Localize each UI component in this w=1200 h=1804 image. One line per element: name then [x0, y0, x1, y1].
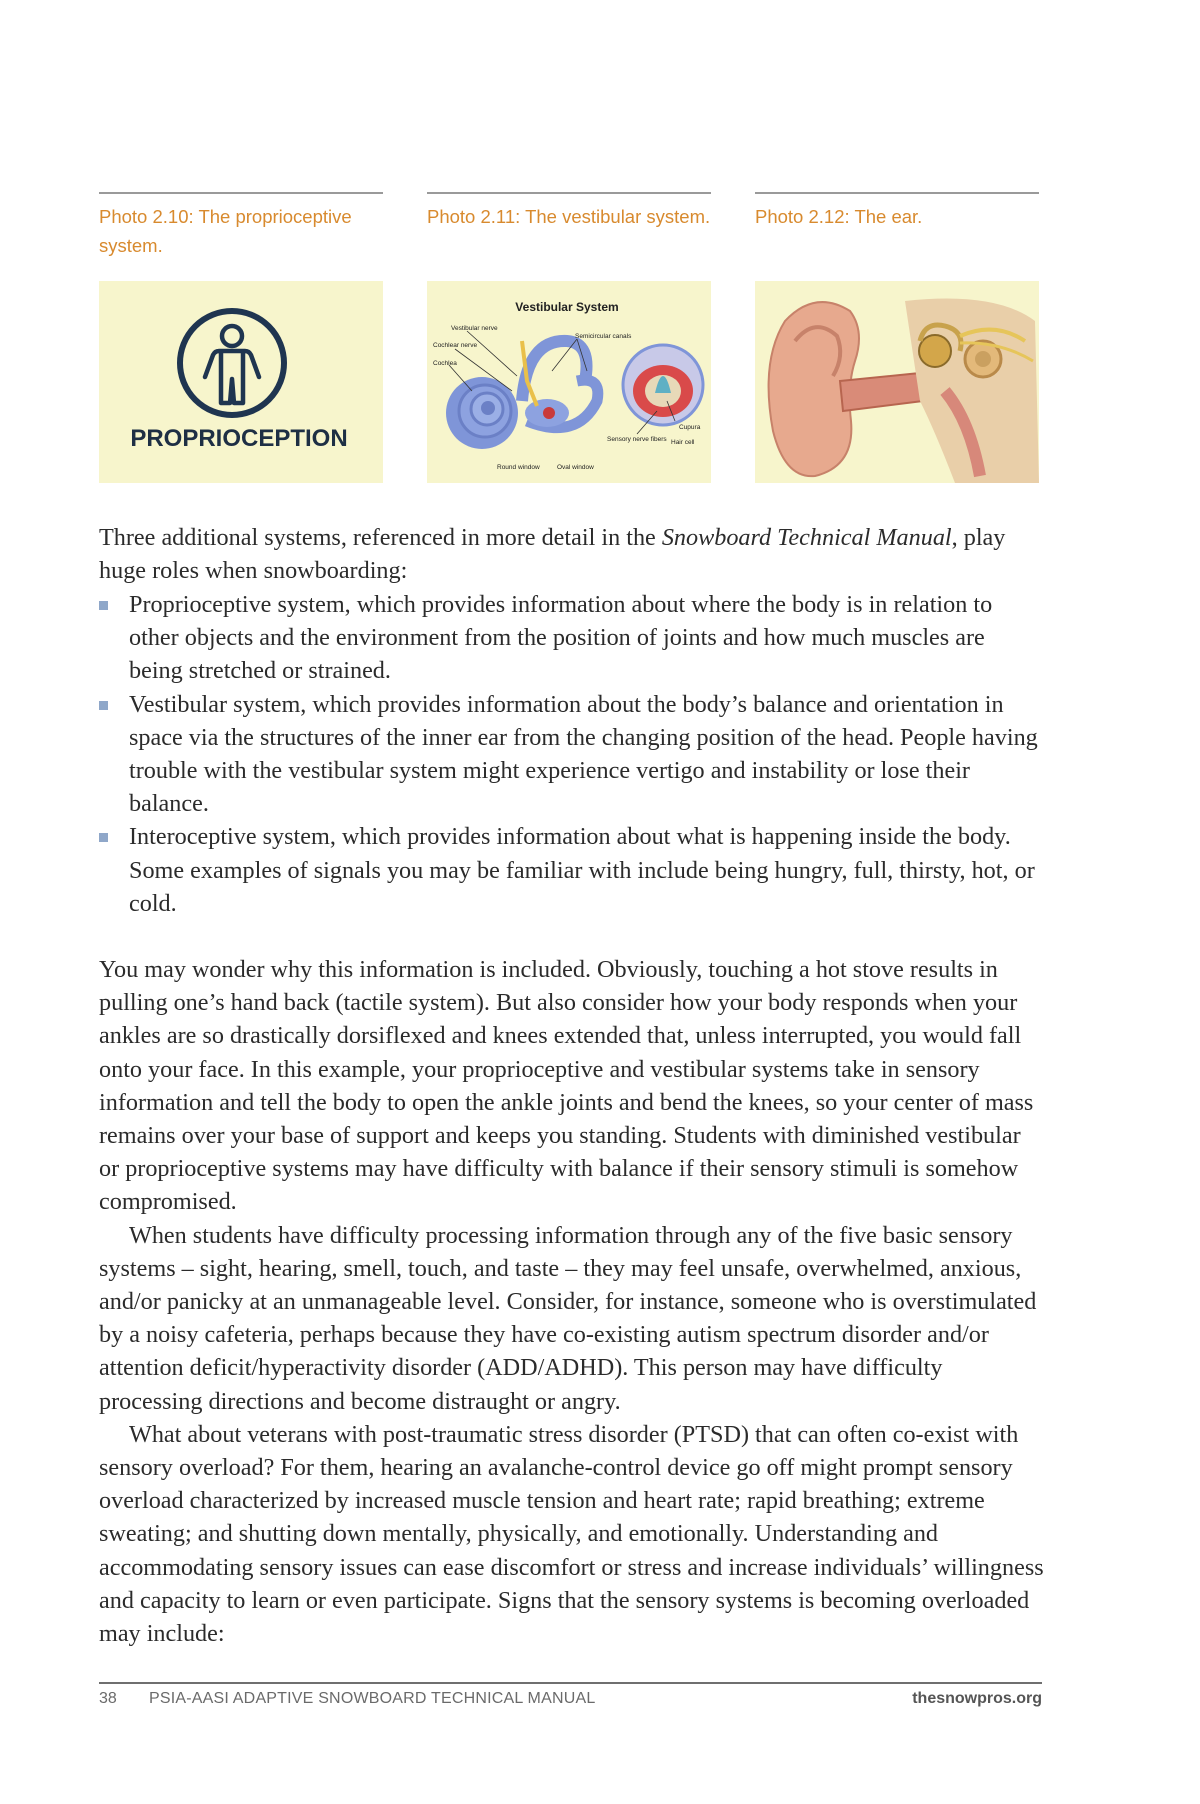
proprioception-label: PROPRIOCEPTION	[130, 425, 348, 452]
figure-caption: Photo 2.11: The vestibular system.	[427, 206, 711, 227]
list-item	[99, 688, 1044, 821]
systems-list	[99, 588, 1044, 920]
diagram-label: Vestibular nerve	[451, 325, 498, 332]
diagram-label: Oval window	[557, 464, 594, 471]
figure-caption: Photo 2.10: The proprioceptive system.	[99, 206, 352, 256]
intro-text-end: , play huge roles when snowboarding:	[99, 524, 1006, 585]
diagram-label: Cochlear nerve	[433, 342, 478, 349]
list-item-text: Vestibular system, which provides information about the body’s balance and orientation in space via the structures of the inner ear from the changing position of the head. People having trouble with the vestibular system might experience vertigo and instability or lose their balance.	[129, 690, 1038, 818]
diagram-title: Vestibular System	[515, 300, 619, 314]
page-number: 38	[99, 1690, 117, 1707]
ear-anatomy-illustration	[755, 281, 1039, 483]
book-title: Snowboard Technical Manual	[661, 524, 952, 551]
figure-row	[99, 192, 1042, 482]
diagram-label: Semicircular canals	[575, 333, 632, 340]
vestibular-diagram	[427, 281, 711, 483]
list-item	[99, 588, 1044, 688]
body-text	[99, 953, 1044, 1650]
ear-photo	[755, 281, 1039, 483]
diagram-label: Sensory nerve fibers	[607, 436, 667, 443]
paragraph: What about veterans with post-traumatic stress disorder (PTSD) that can often co-exist with sensory overload? For them, hearing an avalanche-control device go off might prompt sensory overload characterized by increased muscle tension and heart rate; rapid breathing; extreme sweating; and shutting down mentally, physically, and emotionally. Understanding and accommodating sensory issues can ease discomfort or stress and increase individuals’ willingness and capacity to learn or even participate. Signs that the sensory systems is becoming overloaded may include:	[99, 1420, 1044, 1648]
paragraph: You may wonder why this information is included. Obviously, touching a hot stove results in pulling one’s hand back (tactile system). But also consider how your body responds when your ankles are so drastically dorsiflexed and knees extended that, unless interrupted, you would fall onto your face. In this example, your proprioceptive and vestibular systems take in sensory information and tell the body to open the ankle joints and bend the knees, so your center of mass remains over your base of support and keeps you standing. Students with diminished vestibular or proprioceptive systems may have difficulty with balance if their sensory stimuli is somehow compromised.	[99, 956, 1034, 1216]
list-item-text: Interoceptive system, which provides information about what is happening inside the body. Some examples of signals you may be familiar with include being hungry, full, thirsty, hot, or cold.	[129, 823, 1035, 917]
paragraph: When students have difficulty processing information through any of the five basic sensory systems – sight, hearing, smell, touch, and taste – they may feel unsafe, overwhelmed, anxious, and/or panicky at an unmanageable level. Consider, for instance, someone who is overstimulated by a noisy cafeteria, perhaps because they have co-existing autism spectrum disorder and/or attention deficit/hyperactivity disorder (ADD/ADHD). This person may have difficulty processing directions and become distraught or angry.	[99, 1221, 1037, 1415]
list-item-text: Proprioceptive system, which provides information about where the body is in relation to other objects and the environment from the position of joints and how much muscles are being stretched or strained.	[129, 591, 993, 685]
intro-paragraph	[99, 521, 1044, 587]
figure-proprioceptive	[99, 192, 383, 452]
intro-text: Three additional systems, referenced in more detail in the	[99, 524, 662, 551]
list-item	[99, 820, 1044, 920]
proprioception-icon	[99, 281, 383, 483]
diagram-label: Round window	[497, 464, 540, 471]
page-footer	[99, 1690, 1042, 1714]
square-bullet-icon	[99, 601, 108, 610]
diagram-label: Hair cell	[671, 439, 695, 446]
diagram-label: Cupura	[679, 424, 701, 431]
square-bullet-icon	[99, 701, 108, 710]
caption-rule	[755, 192, 1039, 194]
figure-vestibular	[427, 192, 711, 471]
publication-title: PSIA-AASI ADAPTIVE SNOWBOARD TECHNICAL MANUAL	[149, 1690, 596, 1707]
figure-ear	[755, 192, 1039, 262]
caption-rule	[99, 192, 383, 194]
diagram-label: Cochlea	[433, 360, 457, 367]
caption-rule	[427, 192, 711, 194]
website-link[interactable]: thesnowpros.org	[912, 1690, 1042, 1707]
figure-caption: Photo 2.12: The ear.	[755, 206, 923, 227]
vestibular-system-diagram	[427, 281, 711, 483]
footer-rule	[99, 1682, 1042, 1684]
proprioception-photo	[99, 281, 383, 483]
square-bullet-icon	[99, 833, 108, 842]
